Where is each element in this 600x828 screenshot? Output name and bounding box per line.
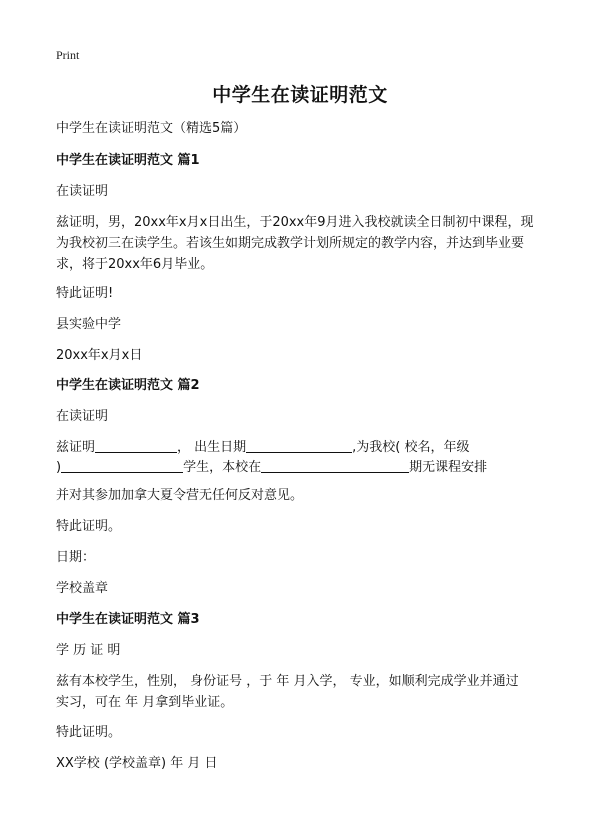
blank-period [261,458,409,473]
blank-name [95,438,177,453]
form-label-student: 学生，本校在 [183,460,262,475]
section-1-doc-title: 在读证明 [56,184,109,199]
blank-grade [61,458,183,473]
section-3-doc-title: 学 历 证 明 [56,643,121,658]
section-1-closing: 特此证明! [56,286,114,301]
form-label-name: 兹证明 [56,440,96,455]
section-2-form-line-2 [56,457,556,478]
form-label-school: ,为我校( 校名，年级 [352,440,470,455]
section-2-doc-title: 在读证明 [56,409,109,424]
blank-birthdate [246,438,352,453]
intro-text: 中学生在读证明范文（精选5篇） [56,121,247,136]
section-3-signature: XX学校 (学校盖章) 年 月 日 [56,756,218,771]
section-1-issuer: 县实验中学 [56,317,122,332]
section-1-body-line-3: 求，将于20xx年6月毕业。 [56,257,214,272]
section-2-closing: 特此证明。 [56,519,122,534]
section-1-date: 20xx年x月x日 [56,348,143,363]
section-2-seal: 学校盖章 [56,581,109,596]
section-3-body-line-1: 兹有本校学生，性别， 身份证号 ，于 年 月入学， 专业，如顺利完成学业并通过 [56,674,519,689]
section-2-form-line-1 [56,437,556,458]
section-3-heading: 中学生在读证明范文 篇3 [56,612,200,627]
form-label-no-classes: 期无课程安排 [409,460,488,475]
print-label: Print [56,48,80,62]
section-1-body-line-1: 兹证明，男，20xx年x月x日出生，于20xx年9月进入我校就读全日制初中课程，现 [56,215,534,230]
section-2-consent: 并对其参加加拿大夏令营无任何反对意见。 [56,488,304,503]
section-2-date-label: 日期： [56,550,96,565]
form-label-paren: ) [56,460,62,475]
section-2-heading: 中学生在读证明范文 篇2 [56,378,200,393]
section-3-body-line-2: 实习，可在 年 月拿到毕业证。 [56,695,234,710]
section-1-body-line-2: 为我校初三在读学生。若该生如期完成教学计划所规定的教学内容，并达到毕业要 [56,236,525,251]
section-1-heading: 中学生在读证明范文 篇1 [56,153,200,168]
section-3-closing: 特此证明。 [56,725,122,740]
page-title: 中学生在读证明范文 [212,84,388,106]
form-label-birthdate: ， 出生日期 [177,440,247,455]
